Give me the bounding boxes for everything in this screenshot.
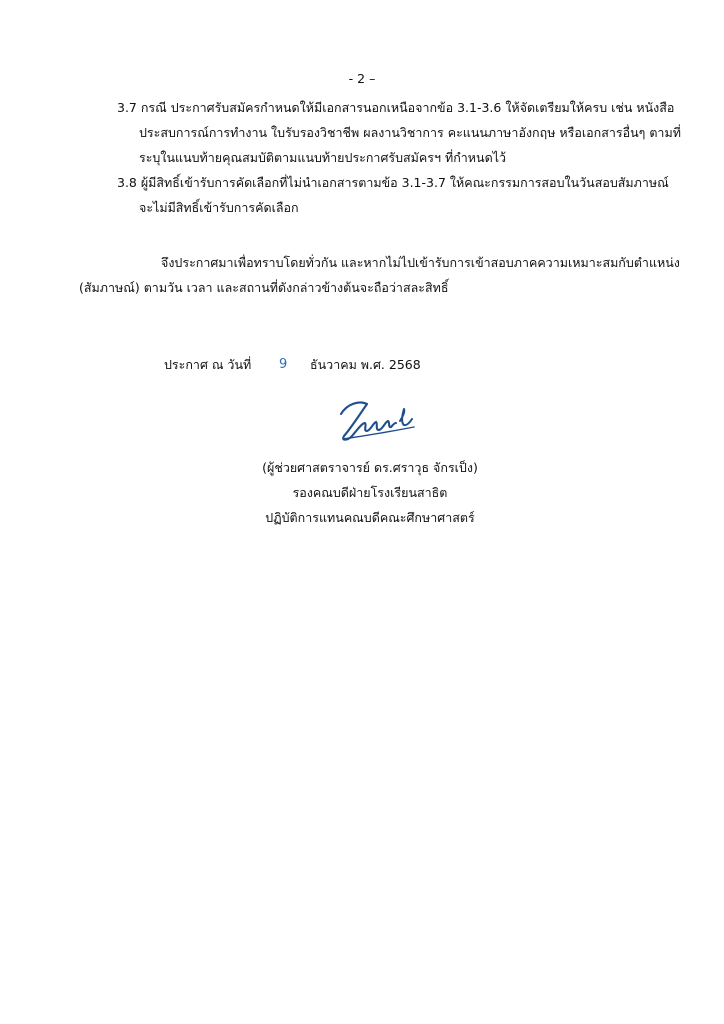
item-3-7-line-2: ประสบการณ์การทำงาน ใบรับรองวิชาชีพ ผลงานวิชาการ คะแนนภาษาอังกฤษ หรือเอกสารอื่นๆ ตามที่ bbox=[139, 125, 681, 140]
date-prefix: ประกาศ ณ วันที่ bbox=[164, 357, 252, 372]
announcement-line-1: จึงประกาศมาเพื่อทราบโดยทั่วกัน และหากไม่ไปเข้ารับการเข้าสอบภาคความเหมาะสมกับตำแหน่ง bbox=[161, 255, 680, 270]
date-day: 9 bbox=[279, 357, 288, 372]
page-number: - 2 – bbox=[348, 71, 376, 86]
item-3-7-line-3: ระบุในแนบท้ายคุณสมบัติตามแนบท้ายประกาศรับสมัครฯ ที่กำหนดไว้ bbox=[139, 150, 507, 165]
item-3-7-line-1: 3.7 กรณี ประกาศรับสมัครกำหนดให้มีเอกสารนอกเหนือจากข้อ 3.1-3.6 ให้จัดเตรียมให้ครบ เช่น หนังสือ bbox=[117, 100, 675, 115]
signature-image bbox=[334, 392, 420, 450]
date-suffix: ธันวาคม พ.ศ. 2568 bbox=[310, 357, 421, 372]
item-3-8-line-2: จะไม่มีสิทธิ์เข้ารับการคัดเลือก bbox=[139, 200, 299, 215]
item-3-8-line-1: 3.8 ผู้มีสิทธิ์เข้ารับการคัดเลือกที่ไม่นำเอกสารตามข้อ 3.1-3.7 ให้คณะกรรมการสอบในวันสอบสัมภาษณ์ bbox=[117, 175, 669, 190]
signatory-name: (ผู้ช่วยศาสตราจารย์ ดร.ศราวุธ จักรเป็ง) bbox=[262, 460, 478, 475]
signatory-position-2: ปฏิบัติการแทนคณบดีคณะศึกษาศาสตร์ bbox=[265, 510, 475, 525]
signatory-position-1: รองคณบดีฝ่ายโรงเรียนสาธิต bbox=[292, 485, 448, 500]
announcement-line-2: (สัมภาษณ์) ตามวัน เวลา และสถานที่ดังกล่าวข้างต้นจะถือว่าสละสิทธิ์ bbox=[79, 280, 449, 295]
